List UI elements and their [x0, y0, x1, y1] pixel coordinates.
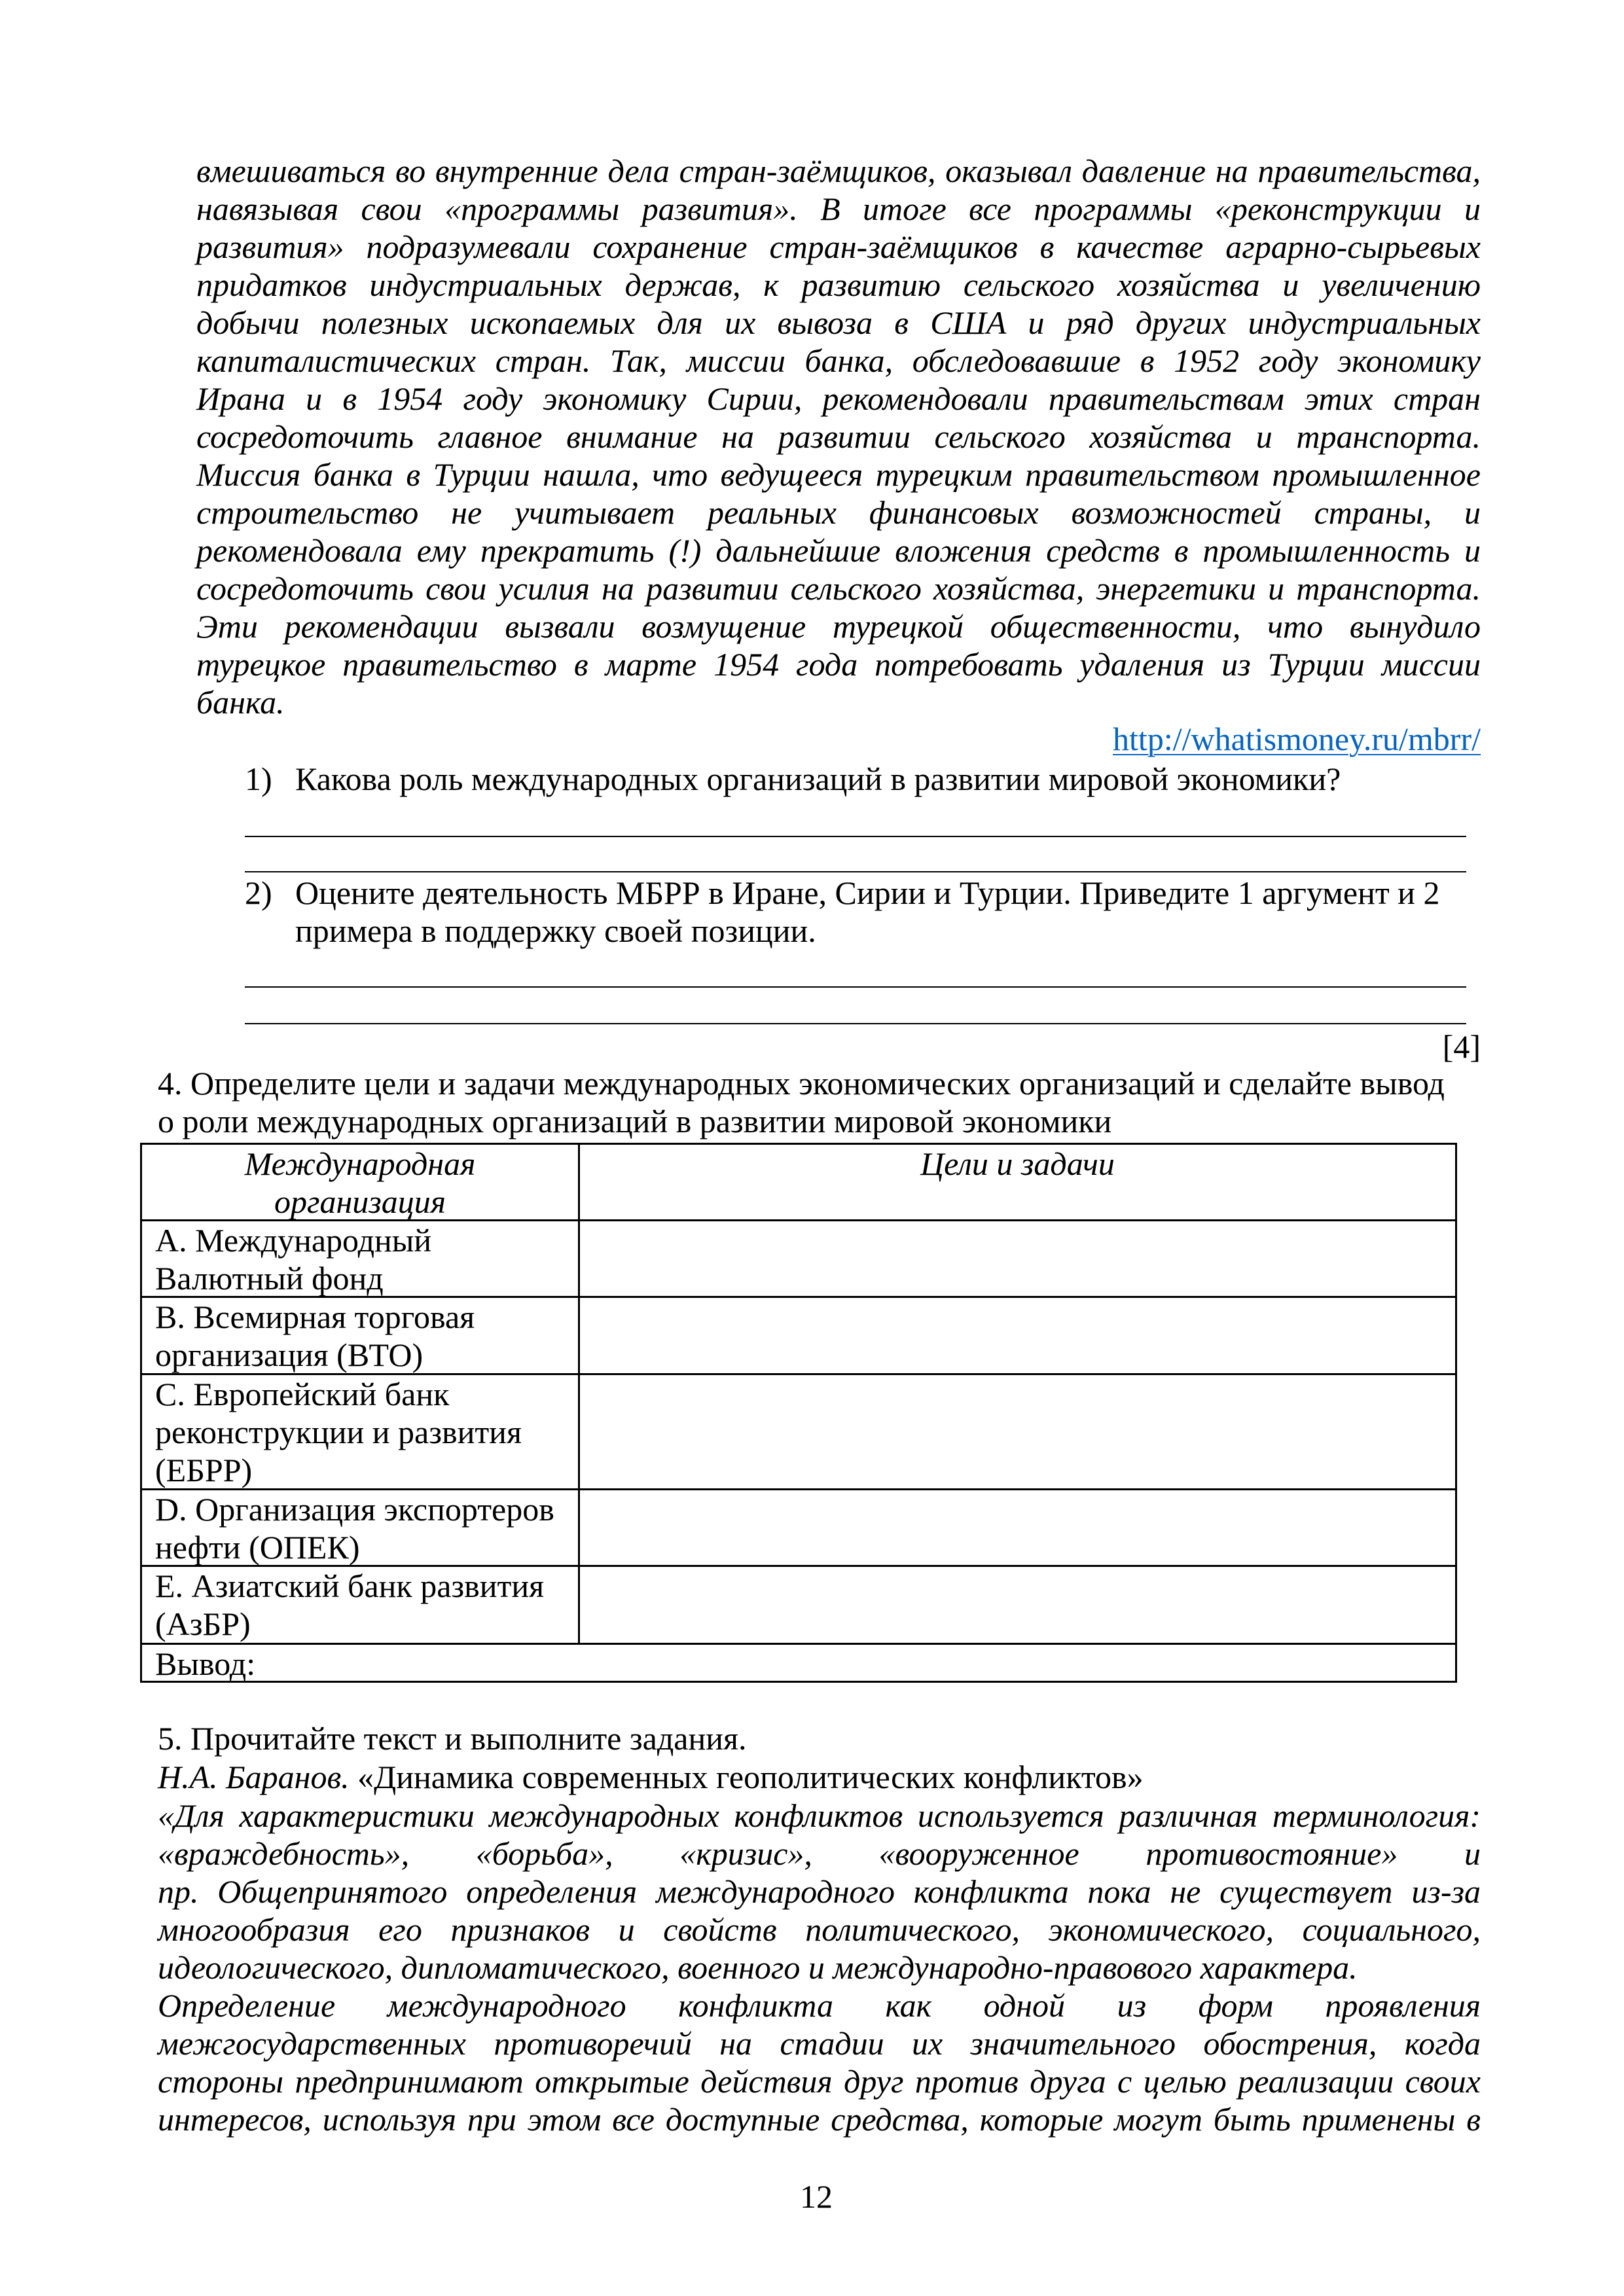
excerpt-line: развития» подразумевали сохранение стран-заёмщиков в качестве аграрно-сырьевых — [196, 228, 1481, 265]
goals-cell — [580, 1375, 1455, 1488]
task-4-heading — [158, 1064, 1481, 1140]
quote-paragraph — [158, 1986, 1481, 2138]
table-header-organization — [142, 1145, 580, 1219]
organization-name-line: C. Европейский банк — [155, 1376, 450, 1412]
quote-line: Определение международного конфликта как одной из форм проявления — [158, 1987, 1481, 2024]
table-header-goals — [580, 1145, 1455, 1219]
excerpt-line: придатков индустриальных держав, к развитию сельского хозяйства и увеличению — [196, 266, 1481, 303]
answer-line — [245, 871, 1466, 872]
excerpt-line: добычи полезных ископаемых для их вывоза в США и ряд других индустриальных — [196, 304, 1481, 341]
source-link[interactable]: http://whatismoney.ru/mbrr/ — [1113, 721, 1481, 757]
quote-line: многообразия его признаков и свойств политического, экономического, социального, — [158, 1911, 1481, 1948]
page-number: 12 — [800, 2178, 833, 2215]
quote-line: стороны предпринимают открытые действия друг против друга с целью реализации своих — [158, 2063, 1481, 2100]
organization-cell — [142, 1375, 580, 1488]
source-link-row — [196, 720, 1481, 758]
question-text-line: примера в поддержку своей позиции. — [295, 912, 816, 949]
quote-paragraph — [158, 1797, 1481, 1986]
organization-name-line: нефти (ОПЕК) — [155, 1529, 360, 1566]
organization-name-line: E. Азиатский банк развития — [155, 1568, 545, 1604]
header-line: Международная — [244, 1145, 476, 1182]
score-mark: [4] — [1442, 1028, 1481, 1065]
excerpt-paragraph — [196, 152, 1481, 721]
organization-name-line: D. Организация экспортеров — [155, 1491, 554, 1528]
table-row — [142, 1296, 1455, 1373]
question-2 — [245, 874, 1481, 950]
quote-line: «враждебность», «борьба», «кризис», «вооруженное противостояние» и — [158, 1835, 1481, 1872]
organization-name-line: B. Всемирная торговая — [155, 1299, 475, 1335]
excerpt-line: Миссия банка в Турции нашла, что ведущееся турецким правительством промышленное — [196, 456, 1481, 493]
organization-cell — [142, 1298, 580, 1373]
organization-name-line: (АзБР) — [155, 1605, 251, 1642]
author-name: Н.А. Баранов. — [158, 1759, 350, 1795]
excerpt-line: строительство не учитывает реальных финансовых возможностей страны, и — [196, 494, 1481, 531]
excerpt-line: сосредоточить свои усилия на развитии сельского хозяйства, энергетики и транспорта. — [196, 570, 1481, 607]
goals-cell — [580, 1221, 1455, 1296]
quote-line: интересов, используя при этом все доступные средства, которые могут быть применены в — [158, 2101, 1481, 2138]
quote-text — [158, 1797, 1481, 2138]
table-row — [142, 1488, 1455, 1565]
organization-name-line: организация (ВТО) — [155, 1336, 424, 1373]
excerpt-line: навязывая свои «программы развития». В итоге все программы «реконструкции и — [196, 190, 1481, 227]
table-row — [142, 1373, 1455, 1488]
quote-line: межгосударственных противоречий на стадии их значительного обострения, когда — [158, 2025, 1481, 2062]
conclusion-label: Вывод: — [155, 1645, 256, 1682]
excerpt-line: капиталистических стран. Так, миссии банка, обследовавшие в 1952 году экономику — [196, 342, 1481, 379]
conclusion-row — [142, 1643, 1455, 1681]
answer-line — [245, 986, 1466, 988]
task-5-heading: 5. Прочитайте текст и выполните задания. — [158, 1720, 747, 1757]
task-4-heading-line: о роли международных организаций в развитии мировой экономики — [158, 1103, 1112, 1139]
table-row — [142, 1565, 1455, 1643]
organization-name-line: реконструкции и развития — [155, 1414, 522, 1450]
organization-cell — [142, 1490, 580, 1565]
excerpt-line: сосредоточить главное внимание на развитии сельского хозяйства и транспорта. — [196, 418, 1481, 455]
question-1 — [245, 760, 1481, 798]
question-number: 2) — [245, 874, 272, 911]
organization-name-line: A. Международный — [155, 1222, 432, 1259]
work-title: «Динамика современных геополитических конфликтов» — [357, 1759, 1144, 1795]
table-row — [142, 1219, 1455, 1296]
goals-cell — [580, 1490, 1455, 1565]
organization-name-line: (ЕБРР) — [155, 1452, 253, 1488]
question-number: 1) — [245, 761, 272, 797]
excerpt-line: вмешиваться во внутренние дела стран-заёмщиков, оказывал давление на правительства, — [196, 152, 1481, 189]
excerpt-line: Ирана и в 1954 году экономику Сирии, рекомендовали правительствам этих стран — [196, 380, 1481, 417]
conclusion-cell — [142, 1645, 1455, 1681]
organization-cell — [142, 1567, 580, 1643]
excerpt-line: рекомендовала ему прекратить (!) дальнейшие вложения средств в промышленность и — [196, 532, 1481, 569]
quote-line: «Для характеристики международных конфликтов используется различная терминология: — [158, 1797, 1481, 1834]
organization-name-line: Валютный фонд — [155, 1260, 384, 1297]
organization-cell — [142, 1221, 580, 1296]
question-text-line: Оцените деятельность МБРР в Иране, Сирии и Турции. Приведите 1 аргумент и 2 — [295, 874, 1440, 911]
question-text-line: Какова роль международных организаций в развитии мировой экономики? — [295, 761, 1341, 797]
task-4-heading-line: 4. Определите цели и задачи международных экономических организаций и сделайте вывод — [158, 1065, 1445, 1102]
answer-line — [245, 836, 1466, 837]
source-citation — [158, 1758, 1144, 1796]
excerpt-line: турецкое правительство в марте 1954 года потребовать удаления из Турции миссии — [196, 646, 1481, 683]
header-line: организация — [274, 1183, 446, 1220]
excerpt-line: Эти рекомендации вызвали возмущение турецкой общественности, что вынудило — [196, 608, 1481, 645]
excerpt-line: банка. — [196, 684, 285, 721]
goals-cell — [580, 1298, 1455, 1373]
organizations-table — [140, 1143, 1457, 1683]
quote-line: идеологического, дипломатического, военного и международно-правового характера. — [158, 1949, 1358, 1986]
header-line: Цели и задачи — [920, 1145, 1115, 1182]
goals-cell — [580, 1567, 1455, 1643]
quote-line: пр. Общепринятого определения международного конфликта пока не существует из-за — [158, 1873, 1481, 1910]
table-header-row — [142, 1145, 1455, 1219]
answer-line — [245, 1023, 1466, 1024]
